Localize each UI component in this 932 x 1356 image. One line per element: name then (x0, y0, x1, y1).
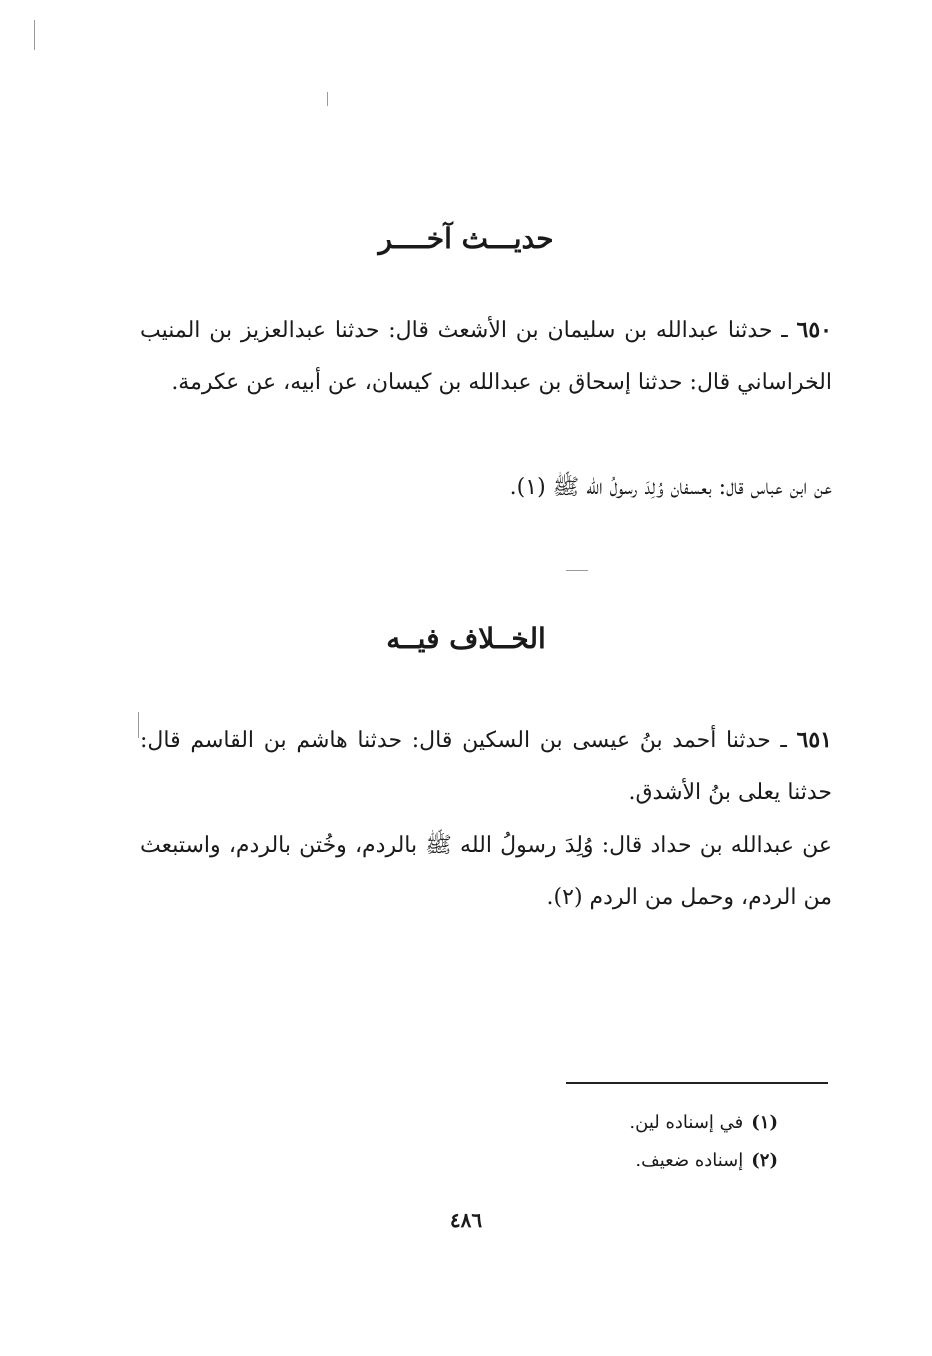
section-heading: الخــلاف فيــه (386, 622, 546, 655)
scan-mark (327, 92, 328, 106)
hadith-paragraph (140, 304, 832, 409)
hadith-paragraph (140, 714, 832, 819)
footnote-text: إسناده ضعيف. (635, 1150, 744, 1171)
scan-mark (138, 712, 139, 738)
hadith-matn-text: عن عبدالله بن حداد قال: وُلِدَ رسولُ الله ﷺ بالردم، وخُتن بالردم، واستبعث من الردم، وحمل من الردم (٢). (140, 833, 832, 910)
scan-mark (34, 20, 35, 50)
hadith-matn-paragraph (140, 462, 832, 514)
hadith-chain (140, 714, 832, 819)
footnote-divider (566, 1082, 828, 1084)
footnote-item (440, 1142, 778, 1180)
hadith-matn-paragraph (140, 820, 832, 924)
hadith-chain-text: ـ حدثنا عبدالله بن سليمان بن الأشعث قال: حدثنا عبدالعزيز بن المنيب الخراساني قال: حدثنا إسحاق بن عبدالله بن كيسان، عن أبيه، عن عكرمة. (140, 318, 832, 395)
footnote-marker: (١) (751, 1112, 778, 1133)
page-number: ٤٨٦ (449, 1208, 483, 1232)
footnotes (440, 1104, 778, 1180)
hadith-matn-text: عن ابن عباس قال: بعسفان وُلِدَ رسولُ الله ﷺ (١). (509, 475, 832, 500)
hadith-chain-text: ـ حدثنا أحمد بنُ عيسى بن السكين قال: حدثنا هاشم بن القاسم قال: حدثنا يعلى بنُ الأشدق. (140, 728, 832, 805)
section-heading: حديـــث آخــــر (378, 222, 554, 255)
hadith-number: ٦٥١ (796, 727, 832, 753)
footnote-marker: (٢) (751, 1150, 778, 1171)
hadith-chain (140, 304, 832, 409)
footnote-item (440, 1104, 778, 1142)
footnote-text: في إسناده لين. (629, 1112, 744, 1133)
hadith-number: ٦٥٠ (796, 317, 832, 343)
scan-mark (566, 570, 588, 571)
